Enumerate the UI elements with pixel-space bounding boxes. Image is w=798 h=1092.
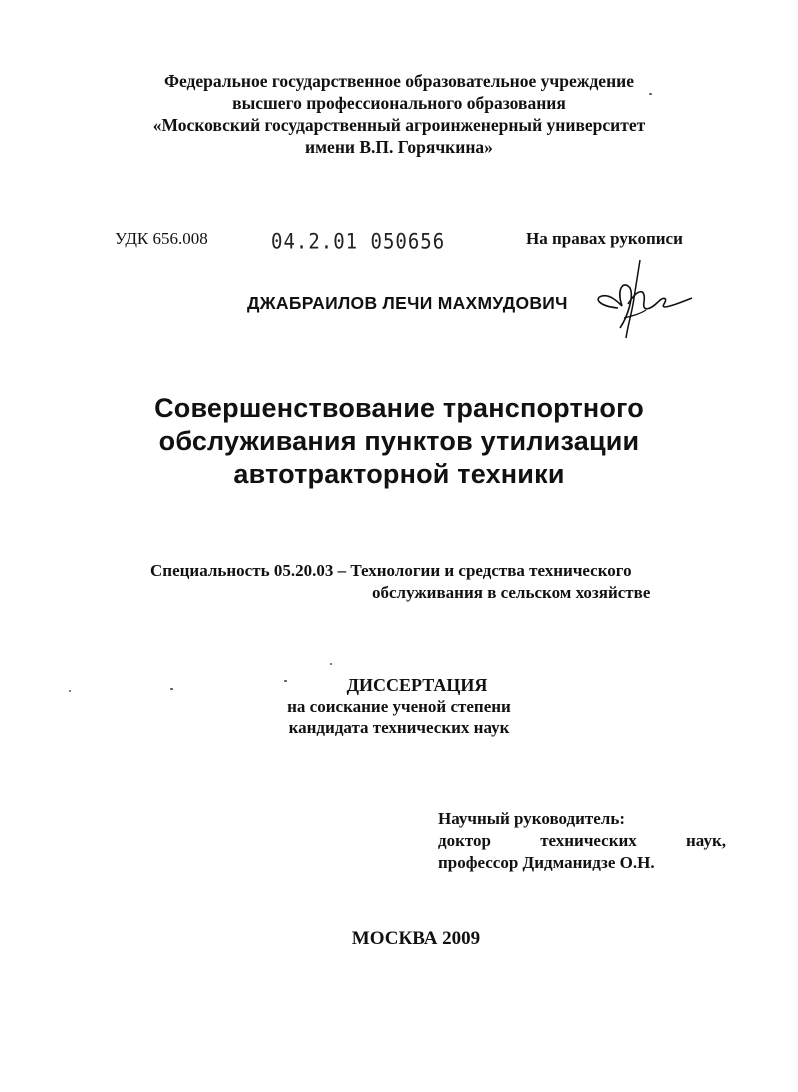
- institution-line-3: «Московский государственный агроинженерный университет: [152, 115, 646, 135]
- dissertation-block: [0, 675, 798, 738]
- institution-line-4: имени В.П. Горячкина»: [305, 137, 493, 157]
- institution-header: [0, 70, 798, 158]
- dissertation-heading: ДИССЕРТАЦИЯ: [346, 675, 488, 695]
- degree-word-3: наук,: [686, 831, 726, 850]
- author-name: ДЖАБРАИЛОВ ЛЕЧИ МАХМУДОВИЧ: [247, 293, 568, 313]
- degree-word-1: доктор: [438, 831, 491, 850]
- degree-line-2: кандидата технических наук: [288, 718, 510, 737]
- specialty-line-2: обслуживания в сельском хозяйстве: [372, 583, 651, 602]
- scan-speck: [284, 680, 287, 682]
- scan-speck: [330, 663, 332, 665]
- supervisor-name: профессор Дидманидзе О.Н.: [438, 853, 655, 872]
- institution-line-2: высшего профессионального образования: [232, 93, 566, 113]
- scan-speck: [649, 93, 652, 95]
- supervisor-label: Научный руководитель:: [438, 809, 625, 828]
- title-line-2: обслуживания пунктов утилизации: [158, 426, 640, 456]
- supervisor-degree: [438, 830, 726, 852]
- title-line-1: Совершенствование транспортного: [154, 393, 644, 423]
- scan-speck: [170, 688, 173, 690]
- city-year: МОСКВА 2009: [351, 928, 481, 949]
- manuscript-rights-note: На правах рукописи: [526, 229, 683, 248]
- institution-line-1: Федеральное государственное образовательное учреждение: [163, 71, 635, 91]
- scan-speck: [69, 690, 71, 692]
- supervisor-block: [438, 808, 726, 874]
- specialty-line-1: Специальность 05.20.03 – Технологии и средства технического: [150, 561, 632, 580]
- author-signature: [588, 258, 693, 340]
- degree-word-2: технических: [540, 831, 637, 850]
- degree-line-1: на соискание ученой степени: [287, 697, 511, 716]
- dissertation-title: [0, 392, 798, 491]
- udk-code: УДК 656.008: [115, 229, 208, 248]
- title-line-3: автотракторной техники: [233, 459, 565, 489]
- registration-number: 04.2.01 050656: [271, 230, 446, 255]
